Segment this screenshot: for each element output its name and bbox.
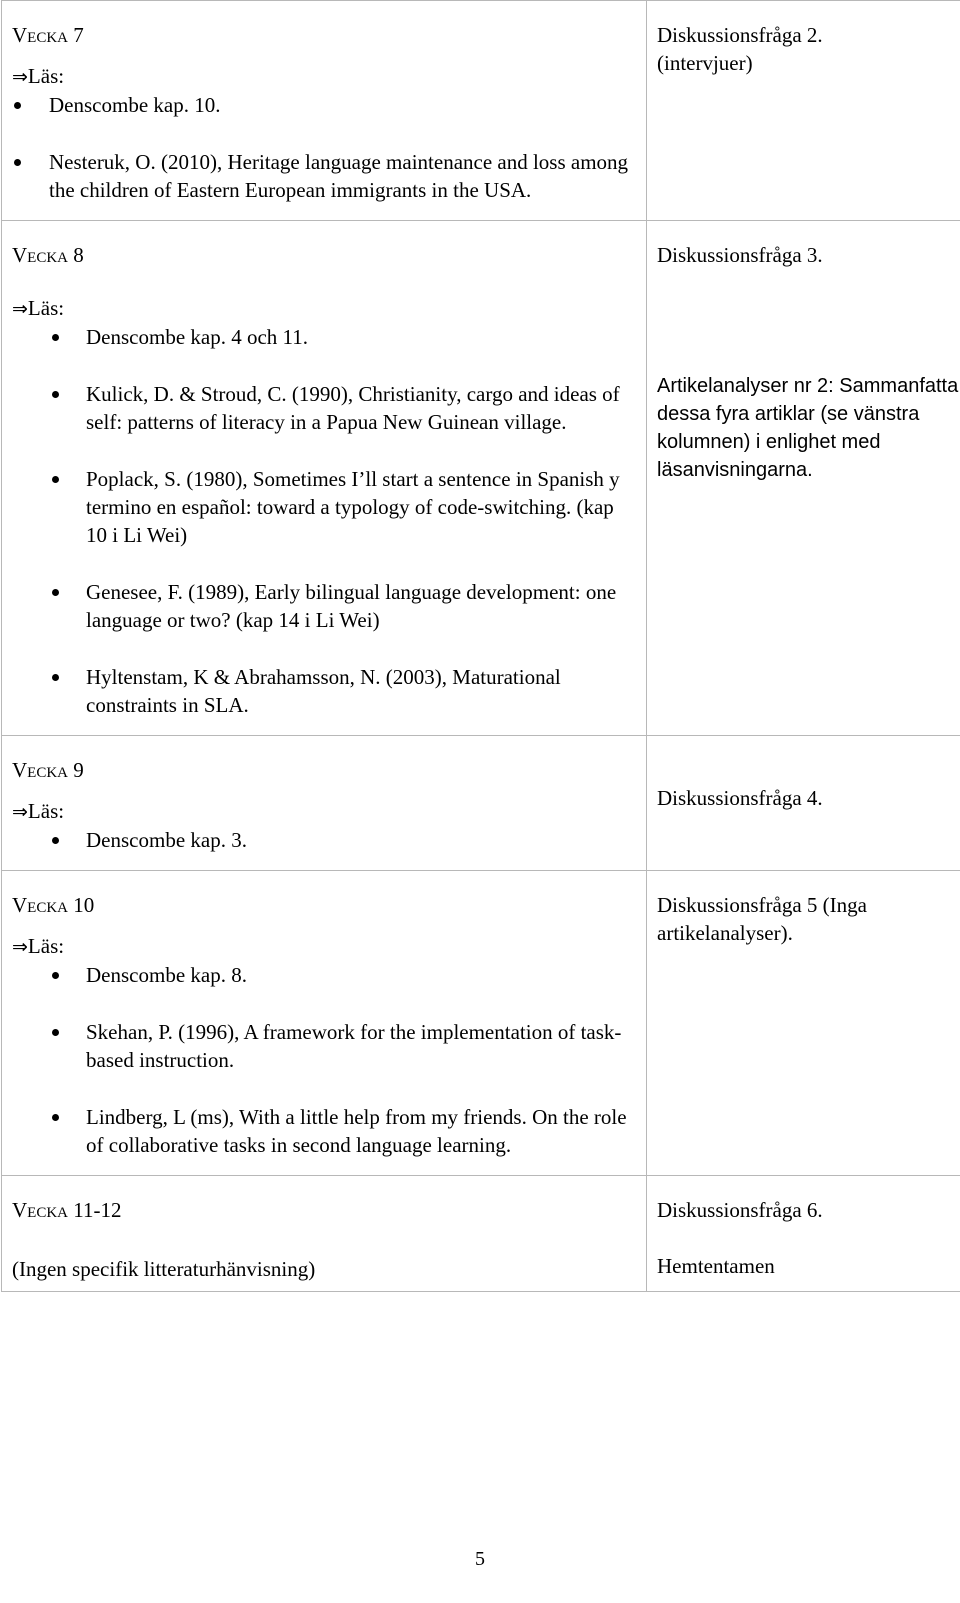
discussion-note: (intervjuer) (657, 51, 753, 75)
double-arrow-icon: ⇒ (12, 801, 28, 823)
week-11-12-readings-cell (2, 1176, 647, 1292)
discussion-title: Diskussionsfråga 3. (657, 243, 823, 267)
week-8-readings-cell (2, 221, 647, 736)
discussion-title: Diskussionsfråga 5 (Inga artikelanalyser). (657, 893, 867, 945)
no-literature-note: (Ingen specifik litteraturhänvisning) (12, 1257, 316, 1281)
week-8-discussion-cell (647, 221, 960, 736)
week-11-12-discussion-cell (647, 1176, 960, 1292)
schedule-table (1, 0, 960, 1292)
list-item: Genesee, F. (1989), Early bilingual language development: one language or two? (kap 14 i Li Wei) (12, 578, 636, 634)
week-row-8 (2, 221, 960, 736)
list-item: Kulick, D. & Stroud, C. (1990), Christianity, cargo and ideas of self: patterns of literacy in a Papua New Guinean village. (12, 380, 636, 436)
week-row-11-12 (2, 1176, 960, 1292)
bullet-icon (52, 1114, 59, 1121)
week-heading: VECKA 9 (12, 758, 84, 782)
bullet-icon (14, 159, 21, 166)
week-9-readings-cell (2, 736, 647, 871)
bullet-icon (52, 476, 59, 483)
read-label: ⇒Läs: (12, 64, 65, 88)
bullet-icon (52, 674, 59, 681)
read-label: ⇒Läs: (12, 799, 65, 823)
reading-list (12, 961, 636, 1159)
bullet-icon (52, 1029, 59, 1036)
bullet-icon (52, 334, 59, 341)
double-arrow-icon: ⇒ (12, 66, 28, 88)
week-heading: VECKA 11-12 (12, 1198, 122, 1222)
discussion-title: Diskussionsfråga 2. (657, 23, 823, 47)
list-item: Denscombe kap. 3. (12, 826, 636, 854)
week-7-readings-cell (2, 1, 647, 221)
bullet-icon (52, 972, 59, 979)
read-label: ⇒Läs: (12, 934, 65, 958)
reading-list (12, 91, 636, 204)
week-7-discussion-cell (647, 1, 960, 221)
reading-list (12, 826, 636, 854)
discussion-title: Diskussionsfråga 6. (657, 1198, 823, 1222)
week-row-10 (2, 871, 960, 1176)
discussion-title: Diskussionsfråga 4. (657, 786, 823, 810)
week-heading: VECKA 10 (12, 893, 95, 917)
bullet-icon (52, 391, 59, 398)
list-item: Nesteruk, O. (2010), Heritage language maintenance and loss among the children of Eastern European immigrants in the USA. (12, 148, 636, 204)
discussion-note: Hemtentamen (657, 1254, 775, 1278)
bullet-icon (52, 837, 59, 844)
week-10-readings-cell (2, 871, 647, 1176)
week-row-7 (2, 1, 960, 221)
week-row-9 (2, 736, 960, 871)
double-arrow-icon: ⇒ (12, 298, 28, 320)
week-9-discussion-cell (647, 736, 960, 871)
list-item: Denscombe kap. 8. (12, 961, 636, 989)
read-label: ⇒Läs: (12, 296, 65, 320)
week-heading: VECKA 8 (12, 243, 84, 267)
list-item: Denscombe kap. 4 och 11. (12, 323, 636, 351)
discussion-note: Artikelanalyser nr 2: Sammanfatta dessa fyra artiklar (se vänstra kolumnen) i enlighet med läsanvisningarna. (657, 375, 959, 481)
list-item: Hyltenstam, K & Abrahamsson, N. (2003), Maturational constraints in SLA. (12, 663, 636, 719)
bullet-icon (52, 589, 59, 596)
double-arrow-icon: ⇒ (12, 936, 28, 958)
reading-list (12, 323, 636, 719)
list-item: Lindberg, L (ms), With a little help from my friends. On the role of collaborative tasks in second language learning. (12, 1103, 636, 1159)
list-item: Poplack, S. (1980), Sometimes I’ll start a sentence in Spanish y termino en español: toward a typology of code-switching. (kap 10 i Li Wei) (12, 465, 636, 549)
page-number: 5 (475, 1548, 485, 1570)
list-item: Denscombe kap. 10. (12, 91, 636, 119)
list-item: Skehan, P. (1996), A framework for the implementation of task-based instruction. (12, 1018, 636, 1074)
week-heading: VECKA 7 (12, 23, 84, 47)
bullet-icon (14, 102, 21, 109)
week-10-discussion-cell (647, 871, 960, 1176)
